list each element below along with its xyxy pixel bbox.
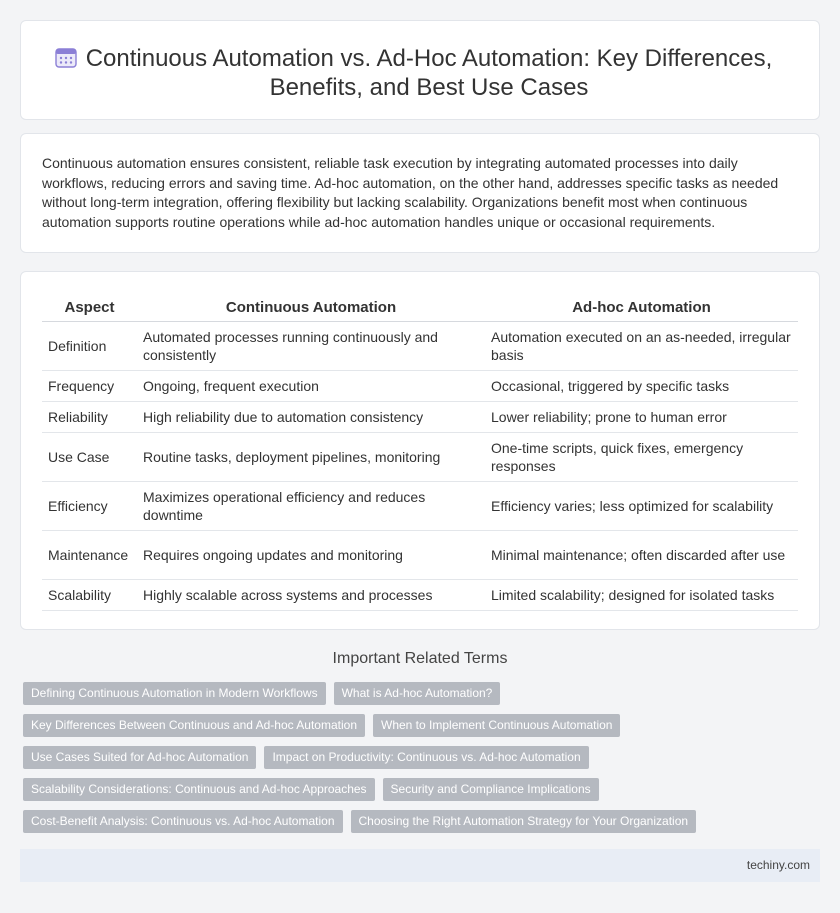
row-aspect: Use Case <box>42 433 137 482</box>
row-adhoc: Lower reliability; prone to human error <box>485 402 798 433</box>
related-term-link[interactable]: Cost-Benefit Analysis: Continuous vs. Ad-hoc Automation <box>23 810 343 833</box>
footer <box>20 849 820 882</box>
row-aspect: Frequency <box>42 371 137 402</box>
row-adhoc: Occasional, triggered by specific tasks <box>485 371 798 402</box>
header-card <box>20 20 820 120</box>
header-adhoc: Ad-hoc Automation <box>485 294 798 322</box>
related-term-link[interactable]: Key Differences Between Continuous and Ad-hoc Automation <box>23 714 365 737</box>
row-continuous: High reliability due to automation consistency <box>137 402 485 433</box>
row-aspect: Maintenance <box>42 531 137 580</box>
row-adhoc: One-time scripts, quick fixes, emergency responses <box>485 433 798 482</box>
row-aspect: Scalability <box>42 580 137 611</box>
row-continuous: Automated processes running continuously and consistently <box>137 322 485 371</box>
row-adhoc: Limited scalability; designed for isolated tasks <box>485 580 798 611</box>
row-adhoc: Minimal maintenance; often discarded after use <box>485 531 798 580</box>
related-term-link[interactable]: Security and Compliance Implications <box>383 778 599 801</box>
header-aspect: Aspect <box>42 294 137 322</box>
row-continuous: Highly scalable across systems and processes <box>137 580 485 611</box>
related-terms-title: Important Related Terms <box>332 650 508 667</box>
row-continuous: Maximizes operational efficiency and reduces downtime <box>137 482 485 531</box>
footer-site-link[interactable]: techiny.com <box>746 858 810 872</box>
table-row <box>42 322 798 371</box>
table-row <box>42 371 798 402</box>
related-term-link[interactable]: What is Ad-hoc Automation? <box>334 682 501 705</box>
row-adhoc: Efficiency varies; less optimized for scalability <box>485 482 798 531</box>
comparison-table <box>42 294 798 611</box>
intro-paragraph: Continuous automation ensures consistent, reliable task execution by integrating automated processes into daily workflows, reducing errors and saving time. Ad-hoc automation, on the other hand, addresses specific tasks as needed without long-term integration, offering flexibility but lacking scalability. Organizations benefit most when continuous automation supports routine operations while ad-hoc automation handles unique or occasional requirements. <box>42 155 779 230</box>
table-row <box>42 531 798 580</box>
table-header-row <box>42 294 798 322</box>
table-row <box>42 433 798 482</box>
related-term-link[interactable]: Choosing the Right Automation Strategy for Your Organization <box>351 810 697 833</box>
row-aspect: Reliability <box>42 402 137 433</box>
row-aspect: Definition <box>42 322 137 371</box>
table-row <box>42 402 798 433</box>
row-aspect: Efficiency <box>42 482 137 531</box>
row-continuous: Ongoing, frequent execution <box>137 371 485 402</box>
related-term-link[interactable]: Defining Continuous Automation in Modern Workflows <box>23 682 326 705</box>
intro-card <box>20 133 820 253</box>
comparison-card <box>20 271 820 630</box>
page-title: Continuous Automation vs. Ad-Hoc Automation: Key Differences, Benefits, and Best Use Cases <box>85 45 773 101</box>
related-term-link[interactable]: Use Cases Suited for Ad-hoc Automation <box>23 746 256 769</box>
header-continuous: Continuous Automation <box>137 294 485 322</box>
table-row <box>42 482 798 531</box>
related-terms-list <box>23 682 823 842</box>
row-continuous: Requires ongoing updates and monitoring <box>137 531 485 580</box>
row-continuous: Routine tasks, deployment pipelines, monitoring <box>137 433 485 482</box>
table-row <box>42 580 798 611</box>
row-adhoc: Automation executed on an as-needed, irregular basis <box>485 322 798 371</box>
related-term-link[interactable]: Impact on Productivity: Continuous vs. Ad-hoc Automation <box>264 746 588 769</box>
related-term-link[interactable]: Scalability Considerations: Continuous and Ad-hoc Approaches <box>23 778 375 801</box>
related-term-link[interactable]: When to Implement Continuous Automation <box>373 714 620 737</box>
